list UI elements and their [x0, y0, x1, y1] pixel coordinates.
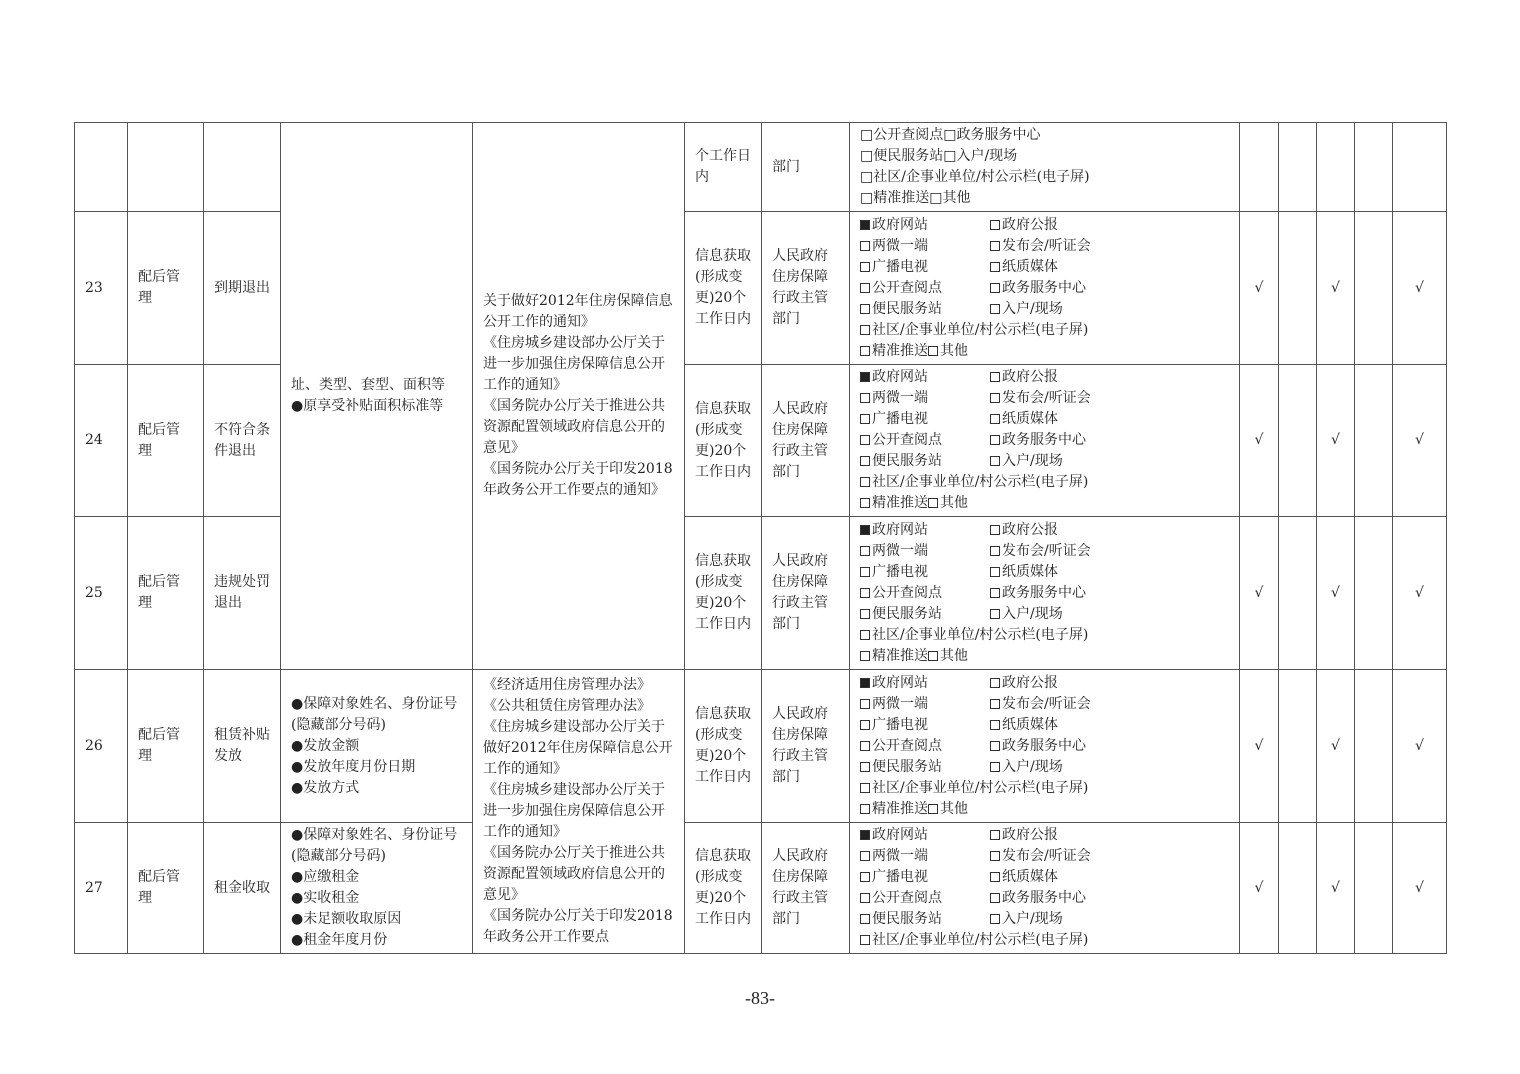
checkbox-icon — [860, 741, 870, 751]
basis-line: 《住房城乡建设部办公厅关于做好2012年住房保障信息公开工作的通知》 — [483, 719, 673, 777]
checkbox-icon — [928, 346, 938, 356]
channel-option: 政府公报 — [990, 825, 1170, 846]
channel-option: 精准推送 其他 — [860, 341, 1170, 362]
checkbox-icon — [860, 762, 870, 772]
cell-item: 到期退出 — [204, 212, 281, 365]
cell-channels — [850, 212, 1240, 365]
channel-option: 纸质媒体 — [990, 257, 1170, 278]
checkbox-icon — [990, 678, 1000, 688]
checkbox-icon — [990, 525, 1000, 535]
check-cell — [1279, 823, 1317, 954]
cell-basis — [473, 123, 685, 670]
table-row — [75, 823, 1447, 954]
channel-option: 政府网站 — [860, 825, 990, 846]
checkbox-icon — [860, 588, 870, 598]
check-cell: √ — [1240, 517, 1279, 670]
disclosure-table — [74, 122, 1447, 954]
cell-dept: 人民政府住房保障行政主管部门 — [762, 823, 850, 954]
channel-option: 广播电视 — [860, 257, 990, 278]
cell-content — [281, 123, 473, 670]
channel-option: 纸质媒体 — [990, 715, 1170, 736]
channel-options — [860, 825, 1229, 951]
channel-option: 便民服务站 — [860, 604, 990, 625]
check-cell: √ — [1240, 670, 1279, 823]
checkbox-icon — [990, 588, 1000, 598]
cell-dept: 人民政府住房保障行政主管部门 — [762, 670, 850, 823]
checkbox-icon — [860, 872, 870, 882]
cell-dept: 人民政府住房保障行政主管部门 — [762, 212, 850, 365]
channel-option: 入户/现场 — [990, 299, 1170, 320]
content-line: ●原享受补贴面积标准等 — [291, 398, 444, 414]
cell-category — [128, 123, 204, 212]
checkbox-icon — [990, 872, 1000, 882]
checkbox-icon — [990, 609, 1000, 619]
channel-option: 入户/现场 — [990, 451, 1170, 472]
checkbox-icon — [860, 699, 870, 709]
check-cell: √ — [1393, 670, 1447, 823]
checkbox-icon — [990, 435, 1000, 445]
cell-category: 配后管理 — [128, 365, 204, 517]
content-line: ●发放金额 — [291, 737, 360, 754]
checkbox-icon — [990, 283, 1000, 293]
channel-option: 发布会/听证会 — [990, 694, 1170, 715]
channel-option: 社区/企事业单位/村公示栏(电子屏) — [860, 625, 1170, 646]
cell-no: 27 — [75, 823, 128, 954]
checkbox-icon — [860, 630, 870, 640]
checkbox-icon — [860, 414, 870, 424]
checkbox-icon — [990, 414, 1000, 424]
checkbox-icon — [990, 393, 1000, 403]
cell-category: 配后管理 — [128, 670, 204, 823]
table-row — [75, 212, 1447, 365]
basis-line: 《国务院办公厅关于推进公共资源配置领域政府信息公开的意见》 — [483, 398, 665, 456]
checkbox-icon — [860, 498, 870, 508]
basis-line: 《公共租赁住房管理办法》 — [483, 698, 651, 714]
checkbox-icon — [990, 567, 1000, 577]
checkbox-icon — [860, 893, 870, 903]
channel-option: 发布会/听证会 — [990, 388, 1170, 409]
channel-line: □社区/企事业单位/村公示栏(电子屏) — [860, 169, 1090, 185]
checkbox-icon — [860, 283, 870, 293]
checked-box-icon — [860, 372, 870, 382]
check-cell: √ — [1393, 517, 1447, 670]
channel-option: 两微一端 — [860, 388, 990, 409]
channel-options — [860, 520, 1229, 667]
channel-option: 政府公报 — [990, 367, 1170, 388]
cell-dept: 部门 — [762, 123, 850, 212]
checkbox-icon — [860, 262, 870, 272]
cell-time: 信息获取(形成变更)20个工作日内 — [685, 517, 762, 670]
check-cell: √ — [1240, 365, 1279, 517]
channel-option: 发布会/听证会 — [990, 541, 1170, 562]
check-cell — [1355, 823, 1393, 954]
basis-line: 《国务院办公厅关于印发2018年政务公开工作要点 — [483, 908, 673, 945]
check-cell — [1355, 670, 1393, 823]
channel-option: 精准推送 其他 — [860, 646, 1170, 667]
checkbox-icon — [860, 456, 870, 466]
table-row — [75, 365, 1447, 517]
cell-time: 信息获取(形成变更)20个工作日内 — [685, 670, 762, 823]
cell-time: 信息获取(形成变更)20个工作日内 — [685, 212, 762, 365]
check-cell: √ — [1317, 670, 1355, 823]
channel-option: 广播电视 — [860, 867, 990, 888]
checkbox-icon — [860, 914, 870, 924]
page-number: -83- — [745, 988, 775, 1008]
channel-option: 政府公报 — [990, 520, 1170, 541]
check-cell — [1355, 123, 1393, 212]
cell-content — [281, 823, 473, 954]
channel-option: 入户/现场 — [990, 757, 1170, 778]
channel-option: 纸质媒体 — [990, 562, 1170, 583]
channel-option: 发布会/听证会 — [990, 236, 1170, 257]
checkbox-icon — [860, 567, 870, 577]
channel-option: 精准推送 其他 — [860, 493, 1170, 514]
check-cell: √ — [1393, 823, 1447, 954]
channel-option: 政务服务中心 — [990, 430, 1170, 451]
cell-channels — [850, 517, 1240, 670]
cell-time: 信息获取(形成变更)20个工作日内 — [685, 365, 762, 517]
checkbox-icon — [860, 393, 870, 403]
cell-category: 配后管理 — [128, 212, 204, 365]
checkbox-icon — [990, 720, 1000, 730]
check-cell: √ — [1393, 365, 1447, 517]
cell-item: 租金收取 — [204, 823, 281, 954]
content-line: ●实收租金 — [291, 890, 360, 906]
channel-option: 两微一端 — [860, 694, 990, 715]
channel-option: 社区/企事业单位/村公示栏(电子屏) — [860, 930, 1170, 951]
content-line: 址、类型、套型、面积等 — [291, 377, 445, 393]
channel-option: 入户/现场 — [990, 909, 1170, 930]
checkbox-icon — [990, 304, 1000, 314]
checkbox-icon — [990, 241, 1000, 251]
checkbox-icon — [860, 851, 870, 861]
check-cell — [1279, 212, 1317, 365]
cell-channels — [850, 365, 1240, 517]
checkbox-icon — [860, 783, 870, 793]
channel-option: 社区/企事业单位/村公示栏(电子屏) — [860, 472, 1170, 493]
cell-channels — [850, 670, 1240, 823]
check-cell: √ — [1317, 212, 1355, 365]
table-row — [75, 670, 1447, 823]
channel-option: 便民服务站 — [860, 909, 990, 930]
cell-channels — [850, 823, 1240, 954]
content-line: ●未足额收取原因 — [291, 911, 402, 927]
channel-option: 两微一端 — [860, 541, 990, 562]
channel-option: 广播电视 — [860, 409, 990, 430]
channel-options — [860, 367, 1229, 514]
channel-option: 政务服务中心 — [990, 583, 1170, 604]
channel-option: 社区/企事业单位/村公示栏(电子屏) — [860, 778, 1170, 799]
channel-option: 纸质媒体 — [990, 409, 1170, 430]
channel-option: 政府网站 — [860, 520, 990, 541]
check-cell: √ — [1240, 212, 1279, 365]
cell-no — [75, 123, 128, 212]
checkbox-icon — [990, 830, 1000, 840]
checkbox-icon — [860, 609, 870, 619]
cell-item — [204, 123, 281, 212]
cell-category: 配后管理 — [128, 823, 204, 954]
check-cell — [1393, 123, 1447, 212]
checkbox-icon — [990, 262, 1000, 272]
check-cell: √ — [1317, 365, 1355, 517]
checked-box-icon — [860, 830, 870, 840]
channel-option: 公开查阅点 — [860, 583, 990, 604]
checkbox-icon — [990, 762, 1000, 772]
content-line: ●保障对象姓名、身份证号(隐藏部分号码) — [291, 695, 458, 733]
basis-line: 《经济适用住房管理办法》 — [483, 677, 651, 693]
channel-option: 政府网站 — [860, 367, 990, 388]
cell-category: 配后管理 — [128, 517, 204, 670]
channel-option: 便民服务站 — [860, 299, 990, 320]
channel-options — [860, 215, 1229, 362]
cell-item: 租赁补贴发放 — [204, 670, 281, 823]
table-row — [75, 123, 1447, 212]
channel-option: 入户/现场 — [990, 604, 1170, 625]
channel-option: 公开查阅点 — [860, 278, 990, 299]
check-cell — [1240, 123, 1279, 212]
channel-option: 政府网站 — [860, 673, 990, 694]
cell-dept: 人民政府住房保障行政主管部门 — [762, 365, 850, 517]
table-row — [75, 517, 1447, 670]
basis-line: 《国务院办公厅关于推进公共资源配置领域政府信息公开的意见》 — [483, 845, 665, 903]
channel-option: 政府公报 — [990, 673, 1170, 694]
checkbox-icon — [990, 851, 1000, 861]
channel-option: 公开查阅点 — [860, 736, 990, 757]
checkbox-icon — [860, 804, 870, 814]
checkbox-icon — [860, 241, 870, 251]
cell-no: 23 — [75, 212, 128, 365]
check-cell — [1279, 670, 1317, 823]
checked-box-icon — [860, 525, 870, 535]
checkbox-icon — [860, 935, 870, 945]
checkbox-icon — [990, 456, 1000, 466]
checked-box-icon — [860, 678, 870, 688]
cell-time: 信息获取(形成变更)20个工作日内 — [685, 823, 762, 954]
basis-line: 《住房城乡建设部办公厅关于进一步加强住房保障信息公开工作的通知》 — [483, 782, 665, 840]
checkbox-icon — [990, 220, 1000, 230]
channel-option: 发布会/听证会 — [990, 846, 1170, 867]
cell-item: 违规处罚退出 — [204, 517, 281, 670]
checkbox-icon — [928, 804, 938, 814]
check-cell: √ — [1317, 823, 1355, 954]
check-cell — [1279, 517, 1317, 670]
cell-dept: 人民政府住房保障行政主管部门 — [762, 517, 850, 670]
checkbox-icon — [990, 699, 1000, 709]
cell-basis — [473, 670, 685, 954]
content-line: ●应缴租金 — [291, 869, 360, 885]
cell-no: 24 — [75, 365, 128, 517]
channel-line: □精准推送□其他 — [860, 190, 971, 206]
cell-no: 26 — [75, 670, 128, 823]
channel-option: 纸质媒体 — [990, 867, 1170, 888]
check-cell — [1317, 123, 1355, 212]
channel-option: 便民服务站 — [860, 757, 990, 778]
checkbox-icon — [990, 372, 1000, 382]
checkbox-icon — [860, 435, 870, 445]
channel-options — [860, 673, 1229, 820]
channel-option: 两微一端 — [860, 236, 990, 257]
checkbox-icon — [860, 346, 870, 356]
check-cell: √ — [1317, 517, 1355, 670]
cell-channels — [850, 123, 1240, 212]
channel-option: 政府公报 — [990, 215, 1170, 236]
content-line: ●租金年度月份 — [291, 932, 388, 948]
checkbox-icon — [990, 893, 1000, 903]
checkbox-icon — [990, 914, 1000, 924]
checked-box-icon — [860, 220, 870, 230]
checkbox-icon — [990, 546, 1000, 556]
cell-item: 不符合条件退出 — [204, 365, 281, 517]
checkbox-icon — [860, 477, 870, 487]
channel-line: □公开查阅点□政务服务中心 — [860, 127, 1041, 143]
content-line: ●发放方式 — [291, 779, 360, 796]
channel-option: 两微一端 — [860, 846, 990, 867]
check-cell — [1355, 365, 1393, 517]
channel-option: 广播电视 — [860, 562, 990, 583]
check-cell — [1355, 212, 1393, 365]
channel-option: 广播电视 — [860, 715, 990, 736]
channel-option: 政务服务中心 — [990, 736, 1170, 757]
checkbox-icon — [928, 651, 938, 661]
basis-line: 《住房城乡建设部办公厅关于进一步加强住房保障信息公开工作的通知》 — [483, 335, 665, 393]
checkbox-icon — [860, 546, 870, 556]
checkbox-icon — [860, 325, 870, 335]
channel-option: 政务服务中心 — [990, 888, 1170, 909]
check-cell: √ — [1240, 823, 1279, 954]
channel-option: 公开查阅点 — [860, 430, 990, 451]
check-cell — [1279, 123, 1317, 212]
channel-option: 政府网站 — [860, 215, 990, 236]
checkbox-icon — [990, 741, 1000, 751]
cell-time: 个工作日内 — [685, 123, 762, 212]
check-cell — [1355, 517, 1393, 670]
checkbox-icon — [860, 304, 870, 314]
check-cell — [1279, 365, 1317, 517]
content-line: ●保障对象姓名、身份证号(隐藏部分号码) — [291, 827, 458, 864]
basis-line: 关于做好2012年住房保障信息公开工作的通知》 — [483, 293, 673, 330]
channel-line: □便民服务站□入户/现场 — [860, 148, 1018, 164]
channel-option: 便民服务站 — [860, 451, 990, 472]
content-line: ●发放年度月份日期 — [291, 758, 416, 775]
checkbox-icon — [860, 651, 870, 661]
check-cell: √ — [1393, 212, 1447, 365]
cell-content — [281, 670, 473, 823]
basis-line: 《国务院办公厅关于印发2018年政务公开工作要点的通知》 — [483, 461, 673, 498]
channel-option: 精准推送 其他 — [860, 799, 1170, 820]
channel-option: 社区/企事业单位/村公示栏(电子屏) — [860, 320, 1170, 341]
cell-no: 25 — [75, 517, 128, 670]
channel-option: 公开查阅点 — [860, 888, 990, 909]
checkbox-icon — [860, 720, 870, 730]
channel-option: 政务服务中心 — [990, 278, 1170, 299]
checkbox-icon — [928, 498, 938, 508]
